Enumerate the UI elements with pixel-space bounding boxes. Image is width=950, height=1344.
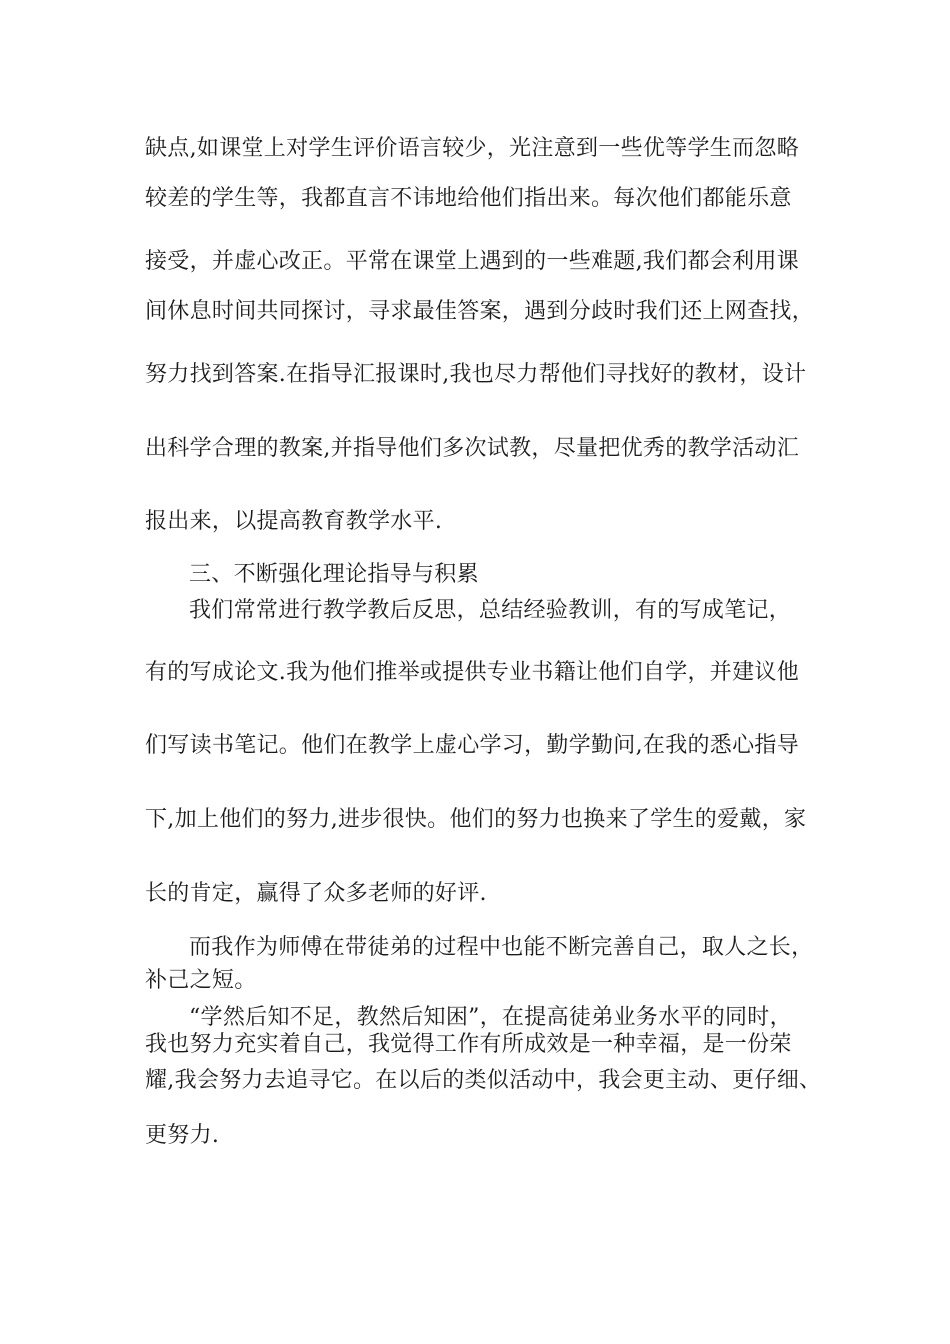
paragraph-line: 补己之短。: [145, 968, 257, 993]
paragraph-line: 报出来，以提高教育教学水平.: [145, 509, 443, 534]
paragraph-line: 有的写成论文.我为他们推举或提供专业书籍让他们自学，并建议他: [145, 660, 799, 685]
paragraph-line: 努力找到答案.在指导汇报课时,我也尽力帮他们寻找好的教材，设计: [145, 362, 807, 387]
paragraph-line: 耀,我会努力去追寻它。在以后的类似活动中，我会更主动、更仔细、: [145, 1068, 822, 1093]
paragraph-line: 更努力.: [145, 1123, 220, 1148]
paragraph-line: “学然后知不足，教然后知困”，在提高徒弟业务水平的同时，: [189, 1005, 792, 1030]
paragraph-line: 而我作为师傅在带徒弟的过程中也能不断完善自己，取人之长，: [189, 935, 814, 960]
paragraph-line: 缺点,如课堂上对学生评价语言较少，光注意到一些优等学生而忽略: [145, 136, 799, 161]
paragraph-line: 较差的学生等，我都直言不讳地给他们指出来。每次他们都能乐意: [145, 186, 792, 211]
paragraph-line: 下,加上他们的努力,进步很快。他们的努力也换来了学生的爱戴，家: [145, 807, 807, 832]
paragraph-line: 们写读书笔记。他们在教学上虚心学习，勤学勤问,在我的悉心指导: [145, 733, 799, 758]
paragraph-line: 间休息时间共同探讨，寻求最佳答案，遇到分歧时我们还上网查找，: [145, 299, 815, 324]
section-heading: 三、不断强化理论指导与积累: [189, 562, 479, 587]
paragraph-line: 长的肯定，赢得了众多老师的好评.: [145, 881, 487, 906]
paragraph-line: 出科学合理的教案,并指导他们多次试教，尽量把优秀的教学活动汇: [145, 436, 799, 461]
paragraph-line: 我们常常进行教学教后反思，总结经验教训，有的写成笔记，: [189, 598, 792, 623]
paragraph-line: 接受，并虚心改正。平常在课堂上遇到的一些难题,我们都会利用课: [145, 249, 799, 274]
paragraph-line: 我也努力充实着自己，我觉得工作有所成效是一种幸福，是一份荣: [145, 1032, 792, 1057]
